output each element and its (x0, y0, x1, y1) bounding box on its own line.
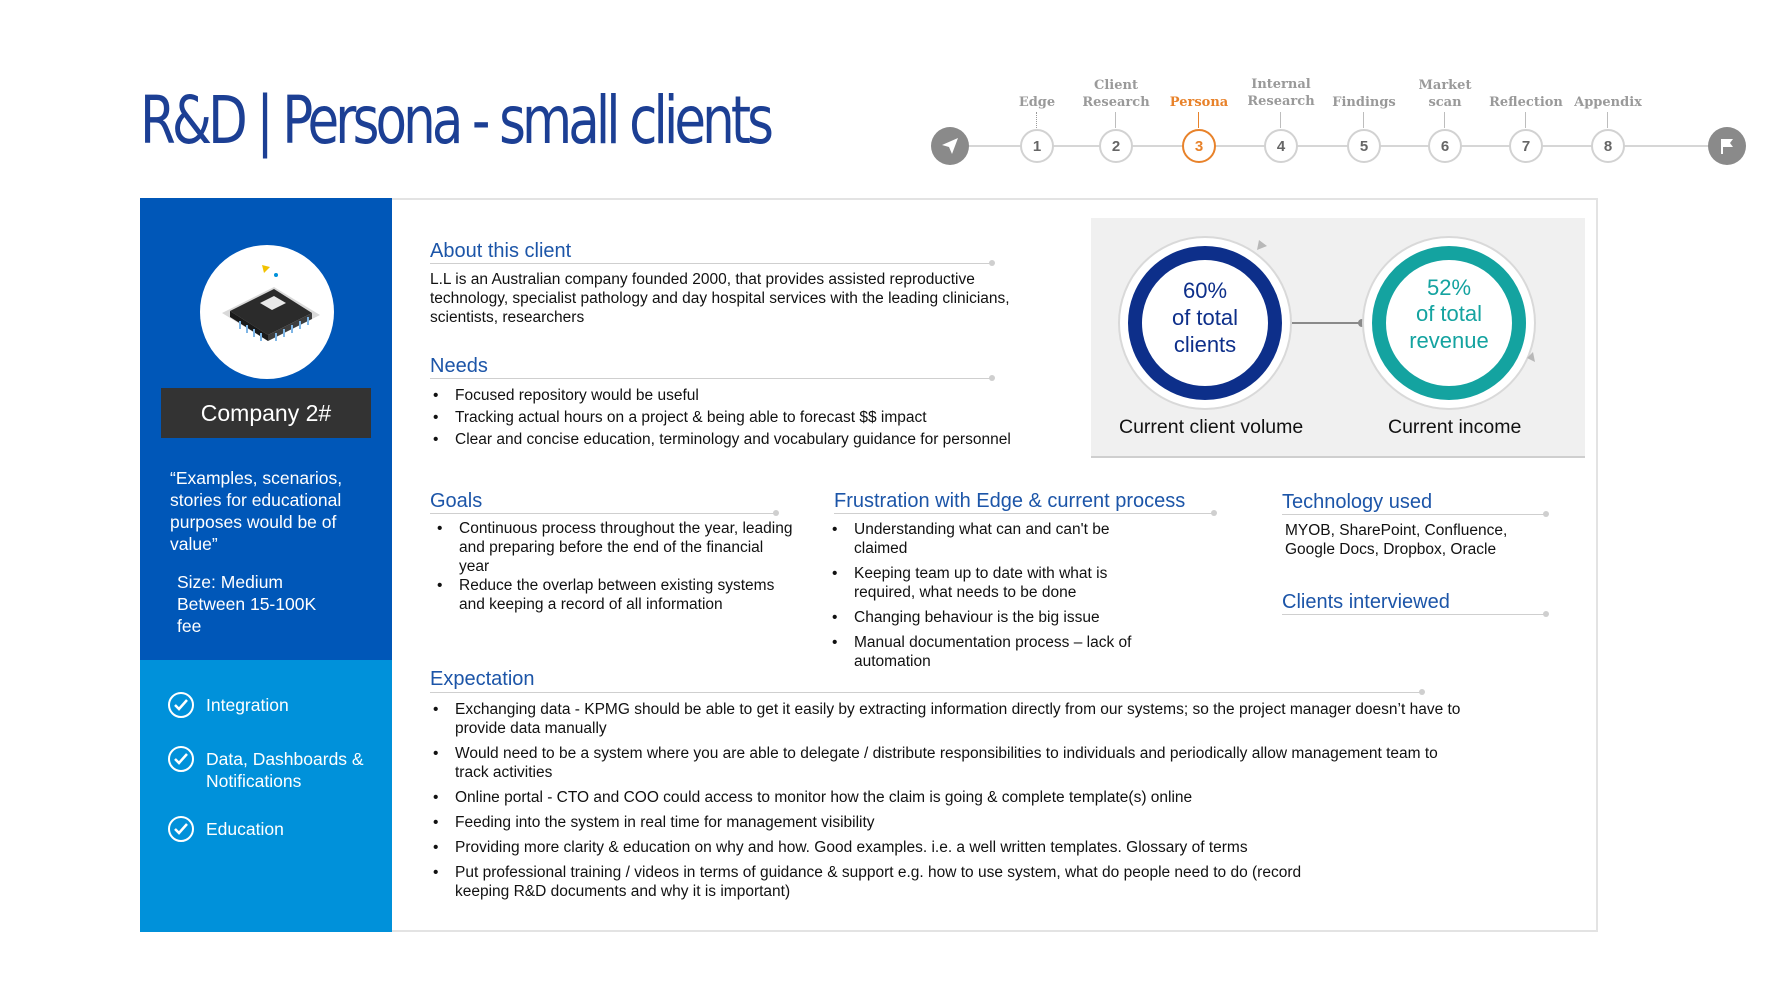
volume-percent: 60% (1182, 278, 1228, 303)
nav-step-label: Edge (1018, 95, 1056, 110)
clients-interviewed-title: Clients interviewed (1282, 591, 1450, 613)
nav-step-label: Market scan (1418, 78, 1472, 110)
goals-title: Goals (430, 490, 483, 512)
flag-icon[interactable] (1708, 127, 1746, 165)
nav-step-number: 3 (1182, 129, 1216, 163)
tag-label: Education (206, 819, 284, 839)
volume-line3: clients (1173, 332, 1237, 357)
nav-step-number: 6 (1428, 129, 1462, 163)
divider (1282, 614, 1546, 615)
nav-step-label: Persona (1169, 95, 1229, 110)
nav-step-label: Internal Research (1247, 77, 1315, 109)
divider (430, 378, 992, 379)
expectation-list (430, 700, 1466, 901)
volume-label: Current client volume (1119, 416, 1304, 438)
tag-data-dashboards (168, 748, 366, 792)
check-circle-icon (168, 692, 194, 718)
tag-education (168, 818, 284, 842)
nav-step-8[interactable] (1553, 0, 1663, 170)
tag-label: Data, Dashboards & Notifications (206, 749, 364, 791)
nav-step-number: 8 (1591, 129, 1625, 163)
divider (430, 513, 776, 514)
progress-nav (0, 0, 1772, 170)
income-line3: revenue (1409, 328, 1489, 353)
needs-title: Needs (430, 355, 488, 377)
frustration-list (829, 520, 1149, 671)
nav-step-label: Reflection (1489, 95, 1563, 110)
nav-step-number: 5 (1347, 129, 1381, 163)
check-circle-icon (168, 816, 194, 842)
about-title: About this client (430, 240, 572, 262)
technology-text: MYOB, SharePoint, Confluence, Google Docs, Dropbox, Oracle (1285, 522, 1508, 558)
list-item: • Tracking actual hours on a project & being able to forecast $$ impact (430, 408, 1070, 427)
divider (430, 263, 992, 264)
nav-step-number: 1 (1020, 129, 1054, 163)
list-item: • Would need to be a system where you are able to delegate / distribute responsibilities to individuals and periodically allow management team to track activities (430, 744, 1466, 782)
list-item: • Manual documentation process – lack of automation (829, 633, 1139, 671)
list-item: • Online portal - CTO and COO could access to monitor how the claim is going & complete template(s) online (430, 788, 1466, 807)
stats-panel (1091, 218, 1585, 458)
tag-label: Integration (206, 695, 289, 715)
size-line: Size: Medium (177, 572, 284, 592)
list-item: • Keeping team up to date with what is required, what needs to be done (829, 564, 1149, 602)
microchip-icon (200, 245, 334, 379)
tag-integration (168, 694, 289, 718)
goals-list (434, 519, 794, 614)
list-item: • Put professional training / videos in terms of guidance & support e.g. how to use system, what do people need to do (record keeping R&D documents and why it is important) (430, 863, 1330, 901)
needs-list (430, 386, 1070, 449)
company-name-badge: Company 2# (161, 388, 371, 438)
list-item: • Exchanging data - KPMG should be able to get it easily by extracting information directly from our systems; so the project manager doesn’t have to provide data manually (430, 700, 1466, 738)
paper-plane-icon[interactable] (931, 127, 969, 165)
volume-line2: of total (1171, 305, 1239, 330)
expectation-title: Expectation (430, 668, 535, 690)
nav-step-label: Appendix (1574, 95, 1642, 110)
list-item: • Feeding into the system in real time for management visibility (430, 813, 1466, 832)
list-item: • Changing behaviour is the big issue (829, 608, 1149, 627)
fee-line: Between 15-100K fee (177, 594, 317, 636)
client-quote: “Examples, scenarios, stories for educational purposes would be of value” (170, 468, 343, 554)
page-title: R&D | Persona - small clients (140, 82, 771, 159)
check-circle-icon (168, 746, 194, 772)
technology-title: Technology used (1282, 491, 1433, 513)
frustration-title: Frustration with Edge & current process (834, 490, 1186, 512)
list-item: • Understanding what can and can't be claimed (829, 520, 1149, 558)
about-text: L.L is an Australian company founded 2000, that provides assisted reproductive technology, specialist pathology and day hospital services with the leading clinicians, scientists, researchers (430, 271, 1010, 326)
divider (834, 513, 1214, 514)
nav-step-label: Client Research (1082, 78, 1150, 110)
nav-step-number: 7 (1509, 129, 1543, 163)
divider (1282, 514, 1546, 515)
divider (430, 692, 1422, 693)
income-label: Current income (1388, 416, 1522, 438)
income-line2: of total (1415, 301, 1483, 326)
list-item: • Continuous process throughout the year, leading and preparing before the end of the financial year (434, 519, 794, 576)
company-avatar (200, 245, 334, 379)
client-size (177, 571, 377, 637)
list-item: • Clear and concise education, terminology and vocabulary guidance for personnel (430, 430, 1070, 449)
nav-step-number: 4 (1264, 129, 1298, 163)
list-item: • Focused repository would be useful (430, 386, 1070, 405)
nav-step-label: Findings (1332, 95, 1396, 110)
income-percent: 52% (1426, 275, 1472, 300)
list-item: • Reduce the overlap between existing systems and keeping a record of all information (434, 576, 794, 614)
nav-step-number: 2 (1099, 129, 1133, 163)
list-item: • Providing more clarity & education on why and how. Good examples. i.e. a well written templates. Glossary of terms (430, 838, 1466, 857)
